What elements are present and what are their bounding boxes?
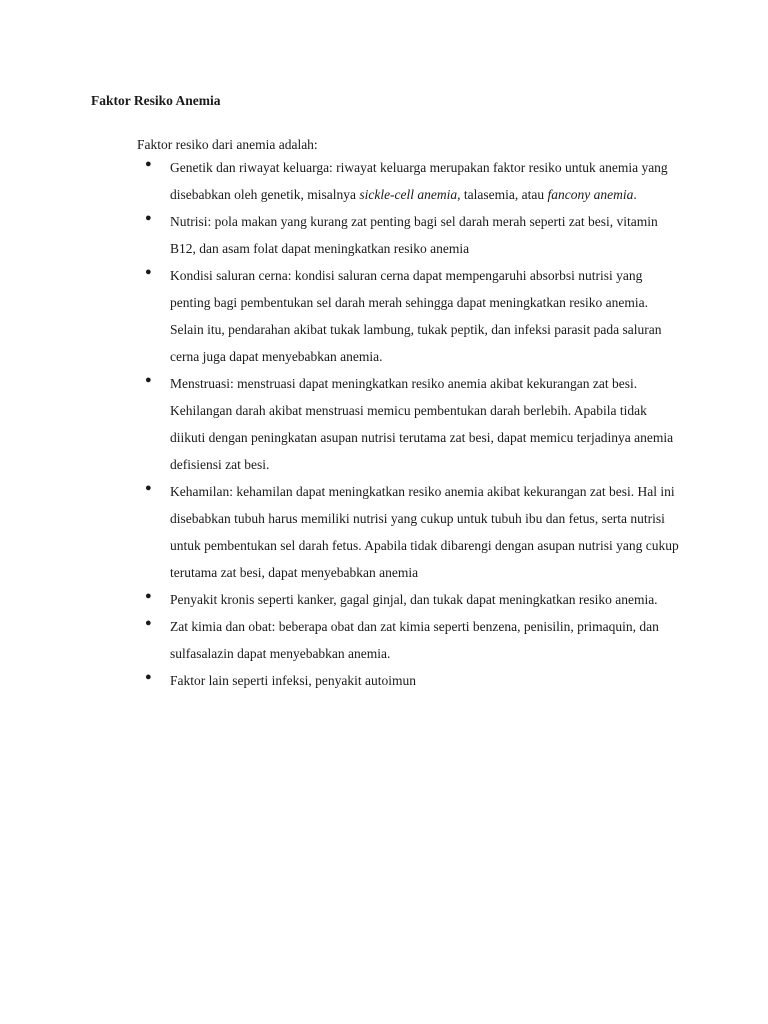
list-item-text xyxy=(170,208,680,262)
text-segment: Penyakit kronis seperti kanker, gagal ginjal, dan tukak dapat meningkatkan resiko anemia. xyxy=(170,592,658,607)
intro-paragraph: Faktor resiko dari anemia adalah: xyxy=(137,137,318,152)
list-item-text xyxy=(170,370,680,478)
list-item xyxy=(145,667,680,694)
list-item-text xyxy=(170,667,680,694)
list-item xyxy=(145,370,680,478)
list-item-text xyxy=(170,478,680,586)
list-item xyxy=(145,154,680,208)
bullet-icon: ● xyxy=(145,617,152,629)
list-item xyxy=(145,613,680,667)
text-segment: , talasemia, atau xyxy=(457,187,548,202)
text-segment: Menstruasi: menstruasi dapat meningkatkan resiko anemia akibat kekurangan zat besi. Kehilangan darah akibat menstruasi memicu pembentukan darah berlebih. Apabila tidak diikuti dengan peningkatan asupan nutrisi terutama zat besi, dapat memicu terjadinya anemia defisiensi zat besi. xyxy=(170,376,674,472)
list-item-text xyxy=(170,154,680,208)
bullet-icon: ● xyxy=(145,590,152,602)
text-segment: Nutrisi: pola makan yang kurang zat penting bagi sel darah merah seperti zat besi, vitamin B12, dan asam folat dapat meningkatkan resiko anemia xyxy=(170,214,658,256)
list-item-text xyxy=(170,262,680,370)
text-segment: Genetik dan riwayat keluarga: riwayat keluarga merupakan faktor resiko untuk anemia yang disebabkan oleh genetik, misalnya xyxy=(170,160,668,202)
bullet-icon: ● xyxy=(145,266,152,278)
bullet-icon: ● xyxy=(145,158,152,170)
text-segment: Kondisi saluran cerna: kondisi saluran cerna dapat mempengaruhi absorbsi nutrisi yang penting bagi pembentukan sel darah merah sehingga dapat meningkatkan resiko anemia. Selain itu, pendarahan akibat tukak lambung, tukak peptik, dan infeksi parasit pada saluran cerna juga dapat menyebabkan anemia. xyxy=(170,268,662,364)
text-segment: . xyxy=(633,187,637,202)
italic-term: fancony anemia xyxy=(547,187,634,202)
risk-factor-list xyxy=(145,154,680,694)
text-segment: Faktor lain seperti infeksi, penyakit autoimun xyxy=(170,673,416,688)
text-segment: Zat kimia dan obat: beberapa obat dan zat kimia seperti benzena, penisilin, primaquin, dan sulfasalazin dapat menyebabkan anemia. xyxy=(170,619,659,661)
bullet-icon: ● xyxy=(145,671,152,683)
list-item xyxy=(145,586,680,613)
list-item xyxy=(145,478,680,586)
list-item-text xyxy=(170,586,680,613)
document-title: Faktor Resiko Anemia xyxy=(91,93,221,108)
bullet-icon: ● xyxy=(145,482,152,494)
list-item-text xyxy=(170,613,680,667)
italic-term: sickle-cell anemia xyxy=(359,187,458,202)
list-item xyxy=(145,262,680,370)
list-item xyxy=(145,208,680,262)
bullet-icon: ● xyxy=(145,374,152,386)
bullet-icon: ● xyxy=(145,212,152,224)
text-segment: Kehamilan: kehamilan dapat meningkatkan resiko anemia akibat kekurangan zat besi. Hal ini disebabkan tubuh harus memiliki nutrisi yang cukup untuk tubuh ibu dan fetus, serta nutrisi untuk pembentukan sel darah fetus. Apabila tidak dibarengi dengan asupan nutrisi yang cukup terutama zat besi, dapat menyebabkan anemia xyxy=(170,484,679,580)
